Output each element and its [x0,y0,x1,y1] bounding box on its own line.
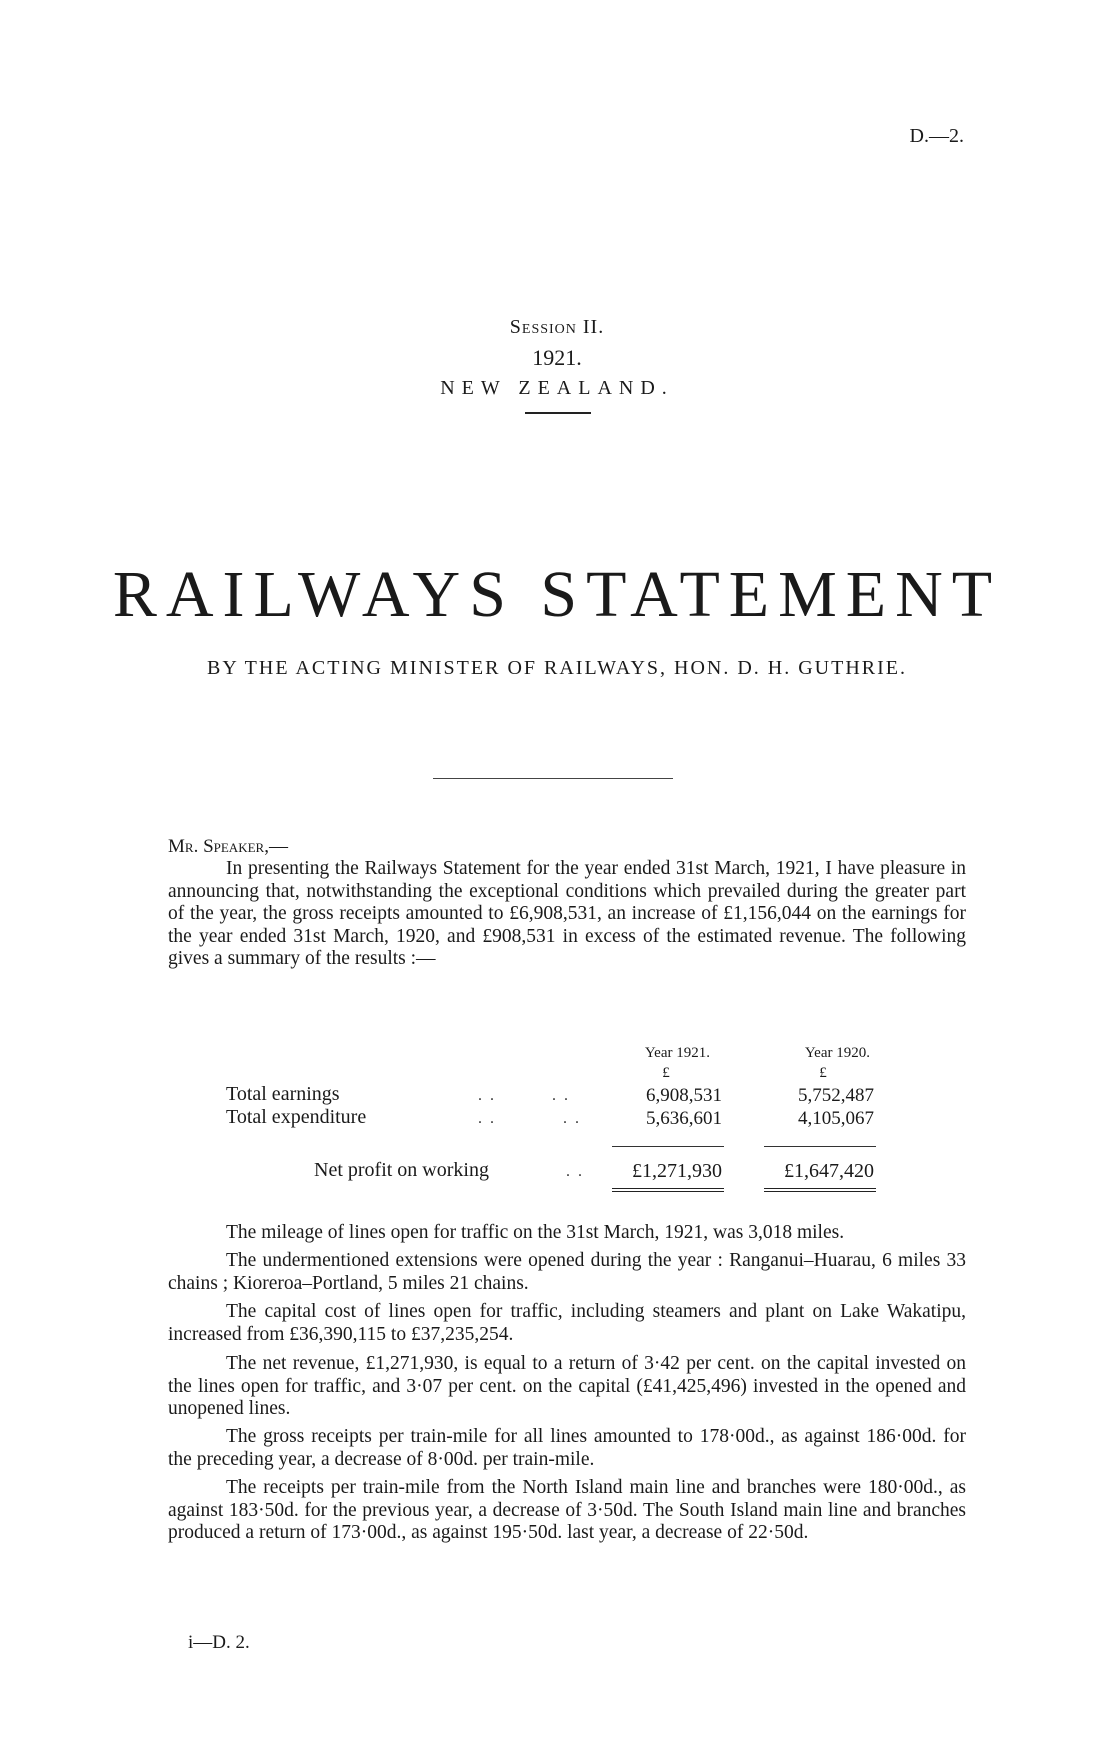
country-label: NEW ZEALAND. [440,377,674,399]
capital-cost-paragraph: The capital cost of lines open for traffic, including steamers and plant on Lake Wakatipu, increased from £36,390,115 to £37,235,254. [168,1301,966,1345]
salutation: Mr. Speaker,— [168,836,288,857]
header-divider [525,412,591,414]
leader-dots: . . [478,1087,496,1104]
col-header-1921: Year 1921. [644,1045,710,1061]
extensions-paragraph: The undermentioned extensions were opened during the year : Ranganui–Huarau, 6 miles 33 chains ; Kioreroa–Portland, 5 miles 21 chains. [168,1250,966,1294]
table-cell-1920: 4,105,067 [798,1108,874,1129]
col-header-1920: Year 1920. [804,1045,870,1061]
page-reference: D.—2. [909,125,964,147]
footer-signature: i—D. 2. [188,1632,250,1653]
net-revenue-paragraph: The net revenue, £1,271,930, is equal to a return of 3·42 per cent. on the capital invested on the lines open for traffic, and 3·07 per cent. on the capital (£41,425,496) invested in the opened and unopened lines. [168,1353,966,1420]
total-double-rule-1920 [764,1188,876,1192]
table-row-label: Total expenditure [226,1106,367,1128]
year-label: 1921. [532,345,582,370]
document-title: RAILWAYS STATEMENT [112,558,1002,631]
gross-receipts-paragraph: The gross receipts per train-mile for all lines amounted to 178·00d., as against 186·00d. for the preceding year, a decrease of 8·00d. per train-mile. [168,1426,966,1470]
subtotal-rule-1920 [764,1146,876,1147]
total-double-rule-1921 [612,1188,724,1192]
table-total-label: Net profit on working [314,1159,489,1181]
table-total-1921: £1,271,930 [632,1160,722,1182]
title-divider [433,778,673,779]
session-label: Session II. [509,316,605,338]
table-cell-1921: 6,908,531 [646,1085,722,1106]
table-cell-1921: 5,636,601 [646,1108,722,1129]
leader-dots: . . [566,1163,584,1180]
subtotal-rule-1921 [612,1146,724,1147]
intro-paragraph: In presenting the Railways Statement for the year ended 31st March, 1921, I have pleasure in announcing that, notwithstanding the exceptional conditions which prevailed during the greater part of the year, the gross receipts amounted to £6,908,531, an increase of £1,156,044 on the earnings for the year ended 31st March, 1920, and £908,531 in excess of the estimated revenue. The following gives a summary of the results :— [168,858,966,970]
mileage-paragraph: The mileage of lines open for traffic on the 31st March, 1921, was 3,018 miles. [226,1222,845,1243]
leader-dots: . . [563,1110,581,1127]
island-receipts-paragraph: The receipts per train-mile from the North Island main line and branches were 180·00d., as against 183·50d. for the previous year, a decrease of 3·50d. The South Island main line and branches produced a return of 173·00d., as against 195·50d. last year, a decrease of 22·50d. [168,1477,966,1544]
table-total-1920: £1,647,420 [784,1160,874,1182]
leader-dots: . . [478,1110,496,1127]
document-subtitle: BY THE ACTING MINISTER OF RAILWAYS, HON. D. H. GUTHRIE. [207,657,907,679]
currency-1921: £ [662,1065,670,1081]
table-row-label: Total earnings [226,1083,340,1105]
leader-dots: . . [552,1087,570,1104]
table-cell-1920: 5,752,487 [798,1085,874,1106]
currency-1920: £ [819,1065,827,1081]
